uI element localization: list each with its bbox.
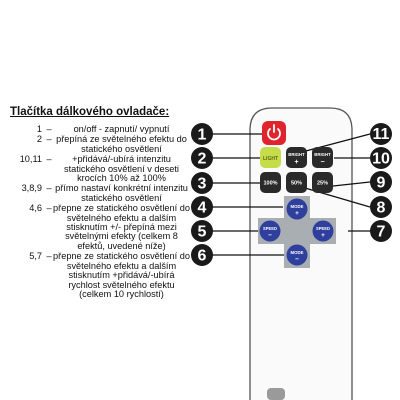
- description-text: přímo nastaví konkrétní intenzitu statického osvětlení: [55, 183, 188, 203]
- callout-7: [370, 220, 392, 242]
- mode-plus-button[interactable]: [287, 199, 308, 220]
- description-num: 4,6: [29, 203, 42, 214]
- description-num: 1: [36, 124, 42, 134]
- callout-4: [191, 196, 213, 218]
- description-num: 5,7: [29, 251, 42, 262]
- callout-number: 4: [197, 199, 207, 217]
- speed-minus-button[interactable]: [260, 221, 281, 242]
- callout-number: 3: [197, 175, 207, 193]
- callout-9: [370, 171, 392, 193]
- speed-minus-label: SPEED: [263, 226, 277, 231]
- bright-minus-button[interactable]: [312, 147, 333, 168]
- brightness-50-label: 50%: [290, 180, 303, 187]
- bright-plus-button[interactable]: [286, 147, 307, 168]
- callout-number: 2: [197, 150, 207, 168]
- callout-number: 11: [372, 126, 390, 143]
- description-num: 10,11: [19, 154, 42, 165]
- mode-plus-sign: +: [295, 210, 299, 217]
- speed-plus-button[interactable]: [313, 221, 334, 242]
- callout-3: [191, 172, 213, 194]
- brightness-25-button[interactable]: [312, 172, 333, 193]
- callout-8: [370, 196, 392, 218]
- brightness-100-label: 100%: [263, 180, 278, 187]
- dash: –: [46, 154, 52, 165]
- light-label: LIGHT: [263, 156, 278, 162]
- description-text: on/off - zapnutí/ vypnutí: [73, 124, 170, 134]
- bright-minus-sign: −: [320, 159, 325, 166]
- bright-plus-sign: +: [294, 159, 299, 166]
- mode-plus-label: MODE: [290, 204, 304, 209]
- dash: –: [46, 134, 52, 145]
- callout-number: 6: [197, 247, 207, 265]
- callout-10: [370, 147, 392, 169]
- callout-number: 10: [372, 150, 390, 168]
- brightness-25-label: 25%: [316, 180, 329, 187]
- speed-plus-sign: +: [321, 232, 325, 239]
- dash: –: [46, 183, 52, 194]
- description-text: přepne ze statického osvětlení do světelného efektu a dalším stisknutím +/- přepíná mezi světelnými efekty (celkem 8 efektů, uvedené níže): [53, 203, 190, 251]
- mode-minus-button[interactable]: [287, 245, 308, 266]
- callout-6: [191, 244, 213, 266]
- description-text: přepne ze statického osvětlení do světelného efektu a dalším stisknutím +přidává/-ubírá rychlost světelného efektu (celkem 10 rychlostí): [53, 251, 190, 299]
- callout-11: [370, 123, 392, 145]
- light-button[interactable]: [260, 147, 281, 168]
- mode-minus-sign: −: [295, 256, 299, 263]
- dash: –: [46, 124, 52, 134]
- callout-1: [191, 123, 213, 145]
- power-button[interactable]: [262, 121, 286, 145]
- callout-number: 1: [197, 126, 207, 144]
- description-num: 3,8,9: [21, 183, 42, 194]
- title: Tlačítka dálkového ovladače:: [10, 106, 170, 118]
- bright-minus-label: BRIGHT: [314, 152, 331, 157]
- speed-minus-sign: −: [268, 232, 272, 239]
- dash: –: [46, 203, 52, 214]
- dash: –: [46, 251, 52, 262]
- description-text: +přidává/-ubírá intenzitu statického osvětlení v deseti krocích 10% až 100%: [64, 154, 179, 184]
- brightness-50-button[interactable]: [286, 172, 307, 193]
- description-num: 2: [36, 134, 42, 145]
- bright-plus-label: BRIGHT: [288, 152, 305, 157]
- callout-number: 7: [376, 223, 386, 241]
- callout-number: 8: [376, 199, 386, 217]
- callout-5: [191, 220, 213, 242]
- bottom-button: [267, 388, 285, 400]
- description-text: přepíná ze světelného efektu do statického osvětlení: [56, 134, 187, 154]
- callout-2: [191, 147, 213, 169]
- brightness-100-button[interactable]: [260, 172, 281, 193]
- speed-plus-label: SPEED: [316, 226, 330, 231]
- callout-number: 9: [376, 174, 386, 192]
- mode-minus-label: MODE: [290, 250, 304, 255]
- callout-number: 5: [197, 223, 207, 241]
